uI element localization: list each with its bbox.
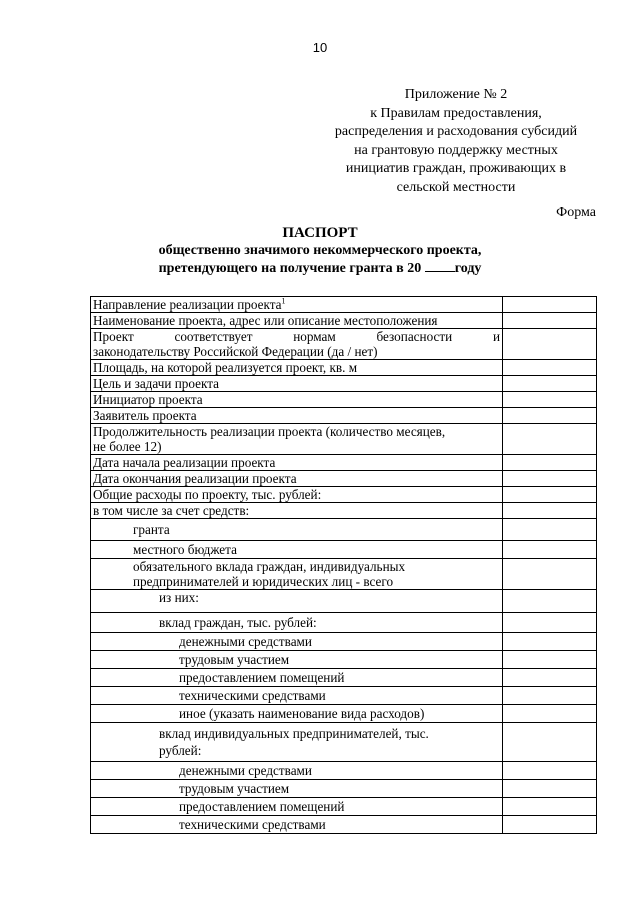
value-cell[interactable]: [503, 798, 597, 816]
table-row: [91, 487, 597, 503]
row-label: техническими средствами: [91, 816, 503, 834]
title-heading: ПАСПОРТ: [282, 225, 358, 241]
row-label: иное (указать наименование вида расходов): [91, 705, 503, 723]
appendix-line: на грантовую поддержку местных: [354, 142, 558, 158]
value-cell[interactable]: [503, 669, 597, 687]
row-label-line-1: обязательного вклада граждан, индивидуальных: [133, 559, 406, 574]
title-line-2: общественно значимого некоммерческого проекта,: [158, 243, 482, 258]
year-blank-field[interactable]: [425, 259, 455, 272]
row-label: [91, 329, 503, 360]
row-label: денежными средствами: [91, 762, 503, 780]
row-label-line-1: [93, 329, 500, 344]
row-label: Дата окончания реализации проекта: [91, 471, 503, 487]
word: соответствует: [174, 329, 253, 344]
title-line-3-end: году: [454, 261, 482, 276]
table-row: [91, 590, 597, 613]
table-row: [91, 313, 597, 329]
row-label: Площадь, на которой реализуется проект, кв. м: [91, 360, 503, 376]
row-label: Наименование проекта, адрес или описание местоположения: [91, 313, 503, 329]
value-cell[interactable]: [503, 651, 597, 669]
row-label: трудовым участием: [91, 651, 503, 669]
row-label: денежными средствами: [91, 633, 503, 651]
table-row: [91, 360, 597, 376]
title-line-3: [0, 259, 640, 277]
table-row: [91, 541, 597, 559]
value-cell[interactable]: [503, 687, 597, 705]
row-label: техническими средствами: [91, 687, 503, 705]
value-cell[interactable]: [503, 541, 597, 559]
row-label: предоставлением помещений: [91, 798, 503, 816]
appendix-line: к Правилам предоставления,: [370, 105, 542, 121]
value-cell[interactable]: [503, 471, 597, 487]
row-label: местного бюджета: [91, 541, 503, 559]
table-row: [91, 613, 597, 633]
value-cell[interactable]: [503, 559, 597, 590]
row-label: [91, 559, 503, 590]
value-cell[interactable]: [503, 297, 597, 313]
appendix-line: Приложение № 2: [404, 87, 508, 102]
word: Проект: [93, 329, 134, 344]
row-label: Общие расходы по проекту, тыс. рублей:: [91, 487, 503, 503]
row-label: гранта: [91, 519, 503, 541]
row-label-line-2: не более 12): [93, 439, 162, 454]
table-row: [91, 503, 597, 519]
value-cell[interactable]: [503, 780, 597, 798]
form-label: Форма: [556, 205, 596, 220]
value-cell[interactable]: [503, 613, 597, 633]
appendix-header: [318, 86, 594, 197]
passport-table: [90, 296, 597, 834]
row-label: [91, 424, 503, 455]
row-label: предоставлением помещений: [91, 669, 503, 687]
table-row: [91, 798, 597, 816]
table-row: [91, 651, 597, 669]
table-row: [91, 471, 597, 487]
table-row: [91, 455, 597, 471]
value-cell[interactable]: [503, 590, 597, 613]
table-row: [91, 408, 597, 424]
table-row: [91, 559, 597, 590]
row-label-text: Направление реализации проекта: [93, 297, 282, 312]
table-row: [91, 519, 597, 541]
row-label-line-2: предпринимателей и юридических лиц - всего: [133, 574, 394, 589]
value-cell[interactable]: [503, 360, 597, 376]
word: нормам: [293, 329, 336, 344]
table-row: [91, 329, 597, 360]
appendix-line: инициатив граждан, проживающих в: [345, 161, 567, 176]
row-label-line-2: рублей:: [159, 743, 202, 758]
value-cell[interactable]: [503, 455, 597, 471]
value-cell[interactable]: [503, 329, 597, 360]
row-label: Цель и задачи проекта: [91, 376, 503, 392]
value-cell[interactable]: [503, 816, 597, 834]
value-cell[interactable]: [503, 392, 597, 408]
table-row: [91, 633, 597, 651]
value-cell[interactable]: [503, 519, 597, 541]
table-row: [91, 816, 597, 834]
row-label: Заявитель проекта: [91, 408, 503, 424]
footnote-mark: 1: [281, 296, 286, 306]
row-label-line-2: законодательству Российской Федерации (да / нет): [93, 344, 378, 359]
table-row: [91, 705, 597, 723]
value-cell[interactable]: [503, 723, 597, 762]
table-row: [91, 297, 597, 313]
row-label: [91, 297, 503, 313]
value-cell[interactable]: [503, 762, 597, 780]
value-cell[interactable]: [503, 633, 597, 651]
table-row: [91, 376, 597, 392]
row-label: трудовым участием: [91, 780, 503, 798]
table-row: [91, 723, 597, 762]
row-label: в том числе за счет средств:: [91, 503, 503, 519]
appendix-line: сельской местности: [396, 179, 516, 195]
document-title: [0, 224, 640, 277]
appendix-line: распределения и расходования субсидий: [334, 124, 578, 139]
row-label-line-1: Продолжительность реализации проекта (количество месяцев,: [93, 424, 446, 439]
table-row: [91, 687, 597, 705]
title-line-3-start: претендующего на получение гранта в 20: [158, 261, 422, 276]
value-cell[interactable]: [503, 376, 597, 392]
table-row: [91, 780, 597, 798]
value-cell[interactable]: [503, 424, 597, 455]
value-cell[interactable]: [503, 408, 597, 424]
row-label: Дата начала реализации проекта: [91, 455, 503, 471]
value-cell[interactable]: [503, 313, 597, 329]
row-label: из них:: [91, 590, 503, 613]
table-row: [91, 762, 597, 780]
page-number: 10: [312, 40, 328, 55]
row-label: [91, 723, 503, 762]
word: безопасности: [376, 329, 453, 344]
table-row: [91, 669, 597, 687]
table-row: [91, 392, 597, 408]
word: и: [492, 329, 500, 344]
value-cell[interactable]: [503, 487, 597, 503]
value-cell[interactable]: [503, 705, 597, 723]
table-row: [91, 424, 597, 455]
row-label: вклад граждан, тыс. рублей:: [91, 613, 503, 633]
value-cell[interactable]: [503, 503, 597, 519]
row-label: Инициатор проекта: [91, 392, 503, 408]
row-label-line-1: вклад индивидуальных предпринимателей, тыс.: [159, 726, 429, 741]
